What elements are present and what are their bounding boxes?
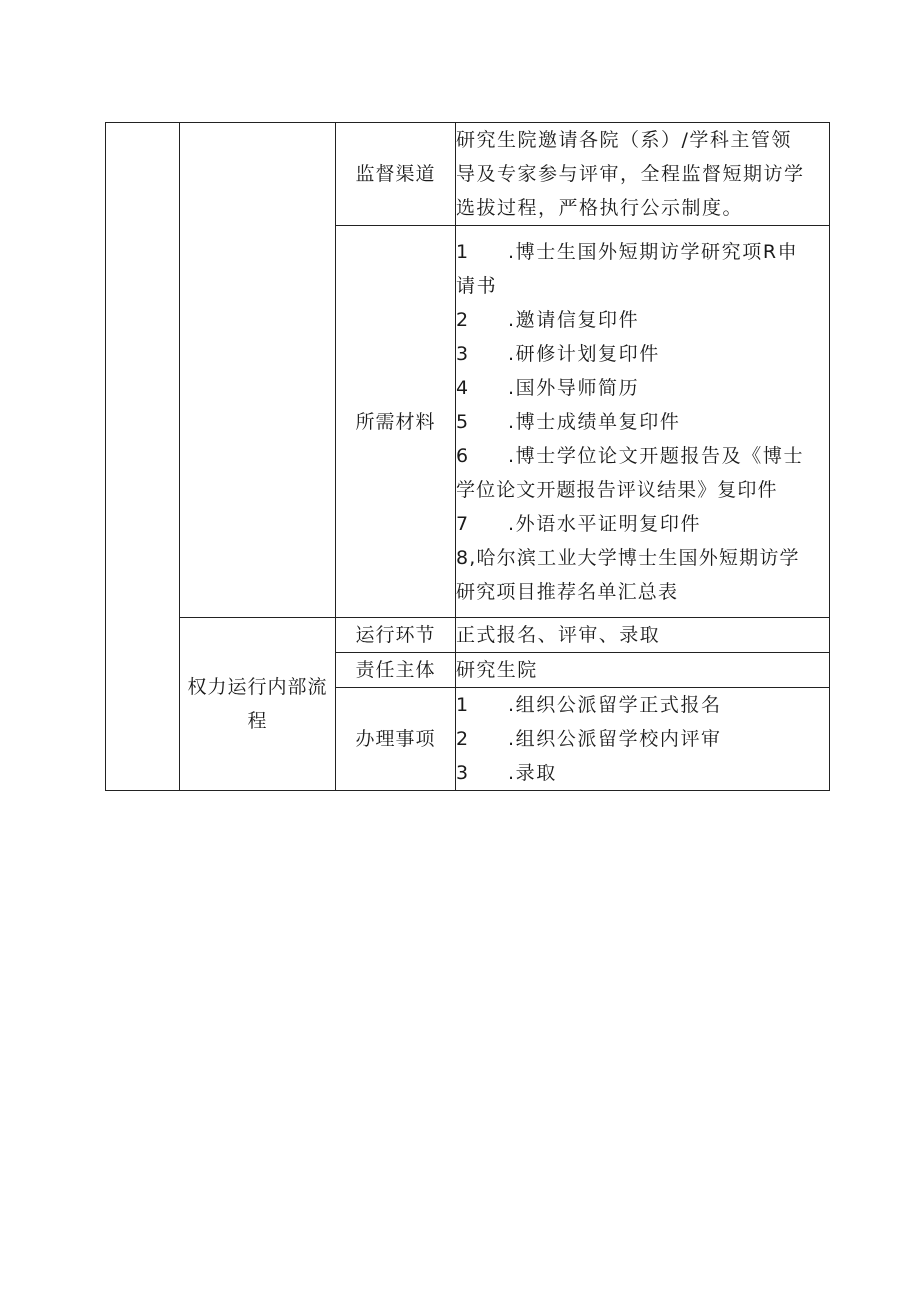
supervision-line: 选拔过程，严格执行公示制度。	[456, 197, 744, 219]
owner-value: 研究生院	[456, 653, 830, 688]
supervision-label: 监督渠道	[336, 123, 456, 226]
list-item: 5 .博士成绩单复印件	[456, 410, 681, 433]
supervision-row	[106, 123, 830, 226]
list-item: 4 .国外导师简历	[456, 376, 640, 399]
list-item: 7 .外语水平证明复印件	[456, 512, 702, 535]
step-value: 正式报名、评审、录取	[456, 618, 830, 653]
step-label: 运行环节	[336, 618, 456, 653]
materials-label: 所需材料	[336, 226, 456, 618]
supervision-text	[456, 123, 830, 226]
tasks-list	[456, 688, 830, 791]
list-item: 1 .博士生国外短期访学研究项R申	[456, 240, 799, 263]
list-item: 请书	[456, 274, 498, 297]
owner-label: 责任主体	[336, 653, 456, 688]
list-item: 3 .录取	[456, 762, 557, 784]
process-group-label: 权力运行内部流 程	[180, 618, 336, 791]
blank-left-cell	[106, 123, 180, 791]
supervision-line: 研究生院邀请各院（系）/学科主管领	[456, 129, 792, 151]
step-row	[106, 618, 830, 653]
list-item: 6 .博士学位论文开题报告及《博士	[456, 444, 805, 467]
list-item: 学位论文开题报告评议结果》复印件	[456, 478, 778, 501]
blank-group-cell	[180, 123, 336, 618]
list-item: 2 .邀请信复印件	[456, 308, 640, 331]
info-table	[105, 122, 830, 791]
materials-list	[456, 226, 830, 618]
list-item: 3 .研修计划复印件	[456, 342, 660, 365]
supervision-line: 导及专家参与评审，全程监督短期访学	[456, 163, 805, 185]
list-item: 研究项目推荐名单汇总表	[456, 580, 679, 603]
tasks-label: 办理事项	[336, 688, 456, 791]
list-item: 1 .组织公派留学正式报名	[456, 694, 722, 716]
list-item: 2 .组织公派留学校内评审	[456, 728, 722, 750]
list-item: 8,哈尔滨工业大学博士生国外短期访学	[456, 546, 800, 569]
